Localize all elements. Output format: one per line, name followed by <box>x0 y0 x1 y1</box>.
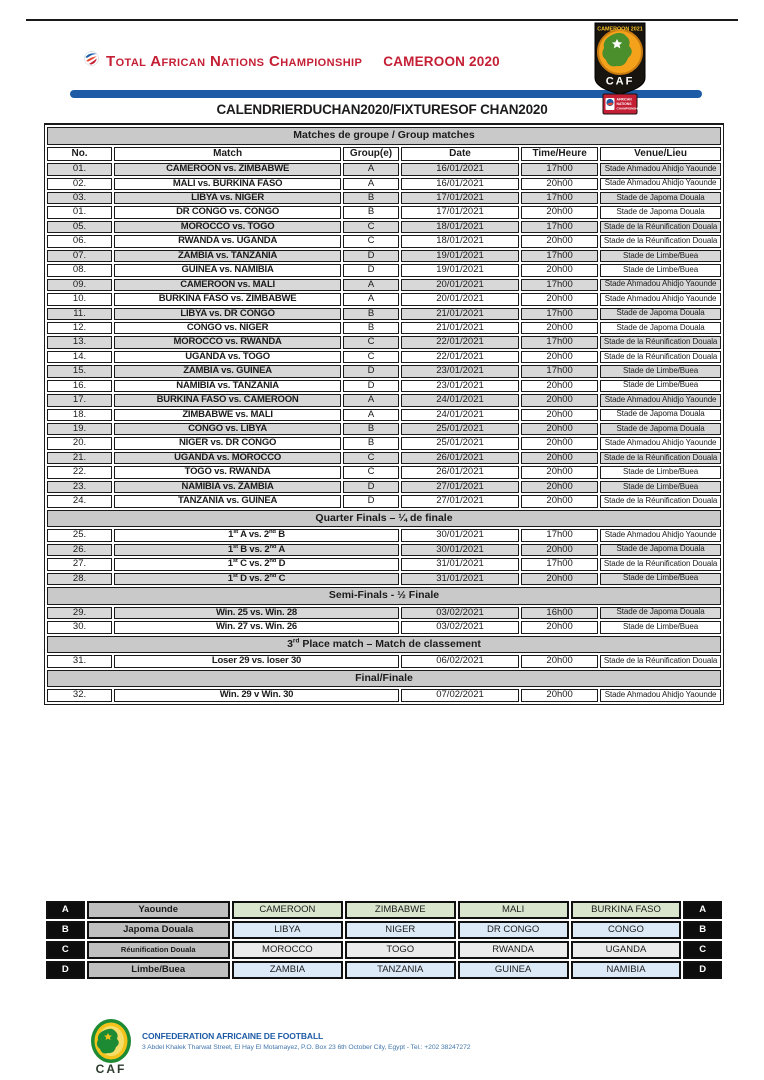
svg-text:CAF: CAF <box>605 75 635 88</box>
fixture-row <box>47 437 721 449</box>
fixture-date: 19/01/2021 <box>401 250 519 262</box>
fixture-date: 23/01/2021 <box>401 380 519 392</box>
fixture-group: B <box>343 437 399 449</box>
fixture-date: 30/01/2021 <box>401 529 519 541</box>
fixture-venue: Stade de la Réunification Douala <box>600 336 721 348</box>
fixture-group: C <box>343 235 399 247</box>
col-date: Date <box>401 147 519 162</box>
fixture-no: 31. <box>47 655 112 667</box>
group-row <box>46 921 722 939</box>
col-match: Match <box>114 147 341 162</box>
fixture-venue: Stade Ahmadou Ahidjo Yaounde <box>600 163 721 175</box>
fixture-group: B <box>343 206 399 218</box>
svg-text:NATIONS: NATIONS <box>616 102 632 106</box>
section-header-row <box>47 587 721 605</box>
fixture-time: 20h00 <box>521 322 598 334</box>
fixture-time: 16h00 <box>521 607 598 619</box>
fixture-no: 26. <box>47 544 112 556</box>
fixture-time: 17h00 <box>521 250 598 262</box>
fixture-group: D <box>343 495 399 507</box>
fixture-row <box>47 466 721 478</box>
fixture-no: 27. <box>47 558 112 570</box>
fixture-venue: Stade Ahmadou Ahidjo Yaounde <box>600 394 721 406</box>
svg-text:AFRICAN: AFRICAN <box>616 97 632 102</box>
fixture-match: UGANDA vs. MOROCCO <box>114 452 341 464</box>
section-header-label: 3rd Place match – Match de classement <box>47 636 721 654</box>
fixture-date: 22/01/2021 <box>401 351 519 363</box>
fixture-no: 05. <box>47 221 112 233</box>
fixture-date: 17/01/2021 <box>401 206 519 218</box>
fixture-time: 20h00 <box>521 621 598 633</box>
fixture-venue: Stade de Limbe/Buea <box>600 365 721 377</box>
fixture-no: 02. <box>47 178 112 190</box>
fixture-date: 07/02/2021 <box>401 689 519 701</box>
fixture-time: 17h00 <box>521 279 598 291</box>
fixture-match: ZAMBIA vs. GUINEA <box>114 365 341 377</box>
fixture-no: 11. <box>47 308 112 320</box>
fixture-time: 17h00 <box>521 308 598 320</box>
fixture-no: 15. <box>47 365 112 377</box>
section-header-label: Semi-Finals - ½ Finale <box>47 587 721 605</box>
fixture-venue: Stade Ahmadou Ahidjo Yaounde <box>600 279 721 291</box>
fixture-group: A <box>343 279 399 291</box>
fixture-time: 20h00 <box>521 293 598 305</box>
section-header-row <box>47 636 721 654</box>
fixture-row <box>47 178 721 190</box>
fixture-no: 08. <box>47 264 112 276</box>
group-team: BURKINA FASO <box>571 901 682 919</box>
fixture-time: 17h00 <box>521 163 598 175</box>
group-team: GUINEA <box>458 961 569 979</box>
fixture-no: 09. <box>47 279 112 291</box>
fixtures-table <box>44 123 724 705</box>
fixture-time: 20h00 <box>521 351 598 363</box>
edition-title: CAMEROON 2020 <box>383 53 500 69</box>
fixture-row <box>47 481 721 493</box>
fixture-match: TOGO vs. RWANDA <box>114 466 341 478</box>
fixture-time: 17h00 <box>521 221 598 233</box>
fixture-group: D <box>343 365 399 377</box>
groups-table-wrap <box>44 899 724 981</box>
fixture-group: B <box>343 423 399 435</box>
fixture-no: 01. <box>47 163 112 175</box>
fixture-match: MALI vs. BURKINA FASO <box>114 178 341 190</box>
fixture-group: C <box>343 452 399 464</box>
ordinal-suffix: st <box>232 572 238 579</box>
fixture-venue: Stade de Limbe/Buea <box>600 380 721 392</box>
fixture-match: MOROCCO vs. TOGO <box>114 221 341 233</box>
fixture-venue: Stade de Japoma Douala <box>600 192 721 204</box>
group-matches-header-row <box>47 127 721 145</box>
fixture-venue: Stade de Limbe/Buea <box>600 621 721 633</box>
fixture-venue: Stade de Japoma Douala <box>600 322 721 334</box>
group-letter: C <box>683 941 722 959</box>
fixture-group: B <box>343 192 399 204</box>
fixture-venue: Stade de Limbe/Buea <box>600 573 721 585</box>
ordinal-suffix: nd <box>269 558 277 564</box>
group-venue: Réunification Douala <box>87 941 230 959</box>
fixture-row <box>47 689 721 701</box>
fixture-row <box>47 235 721 247</box>
fixture-group: B <box>343 322 399 334</box>
fixture-no: 22. <box>47 466 112 478</box>
fixture-match: BURKINA FASO vs. CAMEROON <box>114 394 341 406</box>
fixture-time: 20h00 <box>521 466 598 478</box>
fixture-date: 25/01/2021 <box>401 437 519 449</box>
fixture-time: 20h00 <box>521 544 598 556</box>
fixture-date: 03/02/2021 <box>401 621 519 633</box>
fixture-venue: Stade de Limbe/Buea <box>600 264 721 276</box>
col-no: No. <box>47 147 112 162</box>
svg-text:CAMEROON 2021: CAMEROON 2021 <box>597 26 643 33</box>
fixture-no: 01. <box>47 206 112 218</box>
fixture-group: C <box>343 351 399 363</box>
fixture-date: 16/01/2021 <box>401 178 519 190</box>
fixture-venue: Stade de la Réunification Douala <box>600 558 721 570</box>
fixture-time: 17h00 <box>521 192 598 204</box>
fixture-group: A <box>343 163 399 175</box>
fixture-row <box>47 264 721 276</box>
group-team: MALI <box>458 901 569 919</box>
fixture-no: 17. <box>47 394 112 406</box>
fixture-row <box>47 409 721 421</box>
fixture-group: A <box>343 409 399 421</box>
fixture-date: 16/01/2021 <box>401 163 519 175</box>
fixture-row <box>47 308 721 320</box>
fixture-match: 1st D vs. 2nd C <box>114 573 399 585</box>
col-group: Group(e) <box>343 147 399 162</box>
group-venue: Yaounde <box>87 901 230 919</box>
fixture-time: 20h00 <box>521 481 598 493</box>
fixture-row <box>47 192 721 204</box>
fixture-row <box>47 206 721 218</box>
fixture-row <box>47 655 721 667</box>
fixture-group: D <box>343 380 399 392</box>
fixture-time: 20h00 <box>521 423 598 435</box>
fixture-match: Win. 29 v Win. 30 <box>114 689 399 701</box>
fixture-venue: Stade de Japoma Douala <box>600 206 721 218</box>
fixture-row <box>47 529 721 541</box>
group-letter: C <box>46 941 85 959</box>
fixture-no: 29. <box>47 607 112 619</box>
fixture-date: 18/01/2021 <box>401 221 519 233</box>
fixture-row <box>47 279 721 291</box>
fixture-venue: Stade de Limbe/Buea <box>600 466 721 478</box>
fixtures-table-wrap <box>44 123 724 705</box>
fixture-match: NIGER vs. DR CONGO <box>114 437 341 449</box>
fixture-row <box>47 423 721 435</box>
fixture-no: 25. <box>47 529 112 541</box>
fixture-date: 30/01/2021 <box>401 544 519 556</box>
fixture-time: 20h00 <box>521 235 598 247</box>
fixture-time: 17h00 <box>521 365 598 377</box>
fixture-no: 20. <box>47 437 112 449</box>
fixture-no: 30. <box>47 621 112 633</box>
fixture-no: 19. <box>47 423 112 435</box>
fixture-match: LIBYA vs. DR CONGO <box>114 308 341 320</box>
section-header-row <box>47 670 721 688</box>
group-letter: D <box>46 961 85 979</box>
fixture-match: UGANDA vs. TOGO <box>114 351 341 363</box>
fixture-date: 21/01/2021 <box>401 308 519 320</box>
fixture-no: 03. <box>47 192 112 204</box>
fixture-no: 14. <box>47 351 112 363</box>
fixture-match: ZIMBABWE vs. MALI <box>114 409 341 421</box>
fixture-no: 18. <box>47 409 112 421</box>
group-letter: B <box>46 921 85 939</box>
fixture-group: D <box>343 481 399 493</box>
fixture-venue: Stade de Limbe/Buea <box>600 481 721 493</box>
fixture-date: 27/01/2021 <box>401 481 519 493</box>
ordinal-suffix: st <box>233 543 238 550</box>
fixture-no: 13. <box>47 336 112 348</box>
fixture-venue: Stade de Japoma Douala <box>600 409 721 421</box>
group-letter: A <box>46 901 85 919</box>
group-venue: Japoma Douala <box>87 921 230 939</box>
ordinal-suffix: nd <box>268 529 276 536</box>
fixture-venue: Stade de Japoma Douala <box>600 544 721 556</box>
fixture-row <box>47 495 721 507</box>
fixture-time: 20h00 <box>521 655 598 667</box>
fixture-venue: Stade de Japoma Douala <box>600 607 721 619</box>
fixture-group: D <box>343 250 399 262</box>
fixture-row <box>47 558 721 570</box>
fixture-time: 20h00 <box>521 206 598 218</box>
sponsor-brand <box>84 51 500 71</box>
fixture-match: DR CONGO vs. CONGO <box>114 206 341 218</box>
footer-org-name: CONFEDERATION AFRICAINE DE FOOTBALL <box>142 1031 324 1041</box>
fixture-date: 22/01/2021 <box>401 336 519 348</box>
group-letter: A <box>683 901 722 919</box>
fixture-match: Win. 25 vs. Win. 28 <box>114 607 399 619</box>
fixture-group: C <box>343 466 399 478</box>
group-team: TOGO <box>345 941 456 959</box>
fixture-venue: Stade Ahmadou Ahidjo Yaounde <box>600 689 721 701</box>
ordinal-suffix: st <box>233 529 239 536</box>
fixture-date: 31/01/2021 <box>401 573 519 585</box>
fixture-match: NAMIBIA vs. ZAMBIA <box>114 481 341 493</box>
fixture-match: 1st C vs. 2nd D <box>114 558 399 570</box>
fixture-no: 06. <box>47 235 112 247</box>
fixture-time: 17h00 <box>521 336 598 348</box>
fixture-time: 20h00 <box>521 452 598 464</box>
fixture-date: 27/01/2021 <box>401 495 519 507</box>
fixture-no: 07. <box>47 250 112 262</box>
fixture-date: 06/02/2021 <box>401 655 519 667</box>
fixture-time: 17h00 <box>521 558 598 570</box>
fixture-venue: Stade de la Réunification Douala <box>600 655 721 667</box>
fixture-date: 26/01/2021 <box>401 452 519 464</box>
group-team: NIGER <box>345 921 456 939</box>
fixture-group: A <box>343 178 399 190</box>
fixture-date: 18/01/2021 <box>401 235 519 247</box>
col-venue: Venue/Lieu <box>600 147 721 162</box>
group-team: UGANDA <box>571 941 682 959</box>
fixture-time: 17h00 <box>521 529 598 541</box>
fixture-row <box>47 452 721 464</box>
fixture-row <box>47 394 721 406</box>
fixture-time: 20h00 <box>521 409 598 421</box>
fixture-row <box>47 544 721 556</box>
fixture-venue: Stade Ahmadou Ahidjo Yaounde <box>600 437 721 449</box>
fixture-date: 17/01/2021 <box>401 192 519 204</box>
fixture-match: GUINEA vs. NAMIBIA <box>114 264 341 276</box>
fixture-time: 20h00 <box>521 394 598 406</box>
fixture-match: ZAMBIA vs. TANZANIA <box>114 250 341 262</box>
group-team: CONGO <box>571 921 682 939</box>
fixture-group: B <box>343 308 399 320</box>
fixture-date: 23/01/2021 <box>401 365 519 377</box>
section-header-label: Quarter Finals – ¼ de finale <box>47 510 721 528</box>
fixture-row <box>47 250 721 262</box>
fixture-row <box>47 293 721 305</box>
fixture-no: 12. <box>47 322 112 334</box>
group-team: DR CONGO <box>458 921 569 939</box>
footer-address: 3 Abdel Khalek Tharwat Street, El Hay El Motamayez, P.O. Box 23 6th October City, Egypt - Tel.: +202 38247272 <box>142 1044 471 1051</box>
fixture-match: 1st A vs. 2nd B <box>114 529 399 541</box>
group-team: NAMIBIA <box>571 961 682 979</box>
fixture-date: 20/01/2021 <box>401 279 519 291</box>
fixture-row <box>47 336 721 348</box>
fixture-time: 20h00 <box>521 264 598 276</box>
group-team: LIBYA <box>232 921 343 939</box>
groups-body <box>46 901 722 979</box>
fixture-match: NAMIBIA vs. TANZANIA <box>114 380 341 392</box>
fixture-match: Loser 29 vs. loser 30 <box>114 655 399 667</box>
total-globe-icon <box>84 51 99 71</box>
fixture-group: A <box>343 394 399 406</box>
fixture-match: 1st B vs. 2nd A <box>114 544 399 556</box>
fixture-date: 26/01/2021 <box>401 466 519 478</box>
group-team: ZAMBIA <box>232 961 343 979</box>
page-title: CALENDRIERDUCHAN2020/FIXTURESOF CHAN2020 <box>216 102 548 117</box>
col-time: Time/Heure <box>521 147 598 162</box>
fixture-venue: Stade de Japoma Douala <box>600 423 721 435</box>
fixture-venue: Stade Ahmadou Ahidjo Yaounde <box>600 178 721 190</box>
fixture-match: CAMEROON vs. ZIMBABWE <box>114 163 341 175</box>
fixture-group: A <box>343 293 399 305</box>
fixture-match: CAMEROON vs. MALI <box>114 279 341 291</box>
fixture-row <box>47 221 721 233</box>
fixture-date: 31/01/2021 <box>401 558 519 570</box>
fixture-row <box>47 365 721 377</box>
fixture-venue: Stade de la Réunification Douala <box>600 452 721 464</box>
fixture-time: 20h00 <box>521 437 598 449</box>
fixture-no: 10. <box>47 293 112 305</box>
fixture-no: 32. <box>47 689 112 701</box>
fixture-date: 24/01/2021 <box>401 394 519 406</box>
fixture-date: 21/01/2021 <box>401 322 519 334</box>
group-letter: B <box>683 921 722 939</box>
fixture-match: RWANDA vs. UGANDA <box>114 235 341 247</box>
fixture-no: 21. <box>47 452 112 464</box>
group-team: CAMEROON <box>232 901 343 919</box>
svg-text:CHAMPIONSHIP: CHAMPIONSHIP <box>616 106 641 111</box>
group-row <box>46 961 722 979</box>
fixture-time: 20h00 <box>521 178 598 190</box>
fixture-match: TANZANIA vs. GUINEA <box>114 495 341 507</box>
fixture-time: 20h00 <box>521 495 598 507</box>
fixture-group: D <box>343 264 399 276</box>
fixture-row <box>47 322 721 334</box>
fixture-row <box>47 351 721 363</box>
group-row <box>46 941 722 959</box>
column-header-row <box>47 147 721 162</box>
fixture-row <box>47 380 721 392</box>
fixture-no: 16. <box>47 380 112 392</box>
fixture-venue: Stade Ahmadou Ahidjo Yaounde <box>600 293 721 305</box>
group-team: MOROCCO <box>232 941 343 959</box>
group-letter: D <box>683 961 722 979</box>
fixture-venue: Stade de la Réunification Douala <box>600 495 721 507</box>
caf-footer-logo <box>86 1018 136 1080</box>
fixture-no: 24. <box>47 495 112 507</box>
fixture-no: 23. <box>47 481 112 493</box>
group-team: RWANDA <box>458 941 569 959</box>
fixture-venue: Stade de la Réunification Douala <box>600 221 721 233</box>
group-venue: Limbe/Buea <box>87 961 230 979</box>
fixture-group: C <box>343 221 399 233</box>
fixture-match: LIBYA vs. NIGER <box>114 192 341 204</box>
page-top-rule <box>26 19 738 21</box>
fixture-row <box>47 163 721 175</box>
fixture-venue: Stade Ahmadou Ahidjo Yaounde <box>600 529 721 541</box>
fixture-match: CONGO vs. LIBYA <box>114 423 341 435</box>
fixture-group: C <box>343 336 399 348</box>
fixture-time: 20h00 <box>521 380 598 392</box>
fixture-time: 20h00 <box>521 573 598 585</box>
fixture-date: 19/01/2021 <box>401 264 519 276</box>
fixture-match: CONGO vs. NIGER <box>114 322 341 334</box>
fixture-match: BURKINA FASO vs. ZIMBABWE <box>114 293 341 305</box>
fixture-match: Win. 27 vs. Win. 26 <box>114 621 399 633</box>
section-header-row <box>47 510 721 528</box>
chan-tournament-logo <box>590 22 650 121</box>
fixture-venue: Stade de Limbe/Buea <box>600 250 721 262</box>
section-header-label: Final/Finale <box>47 670 721 688</box>
group-team: TANZANIA <box>345 961 456 979</box>
fixture-date: 24/01/2021 <box>401 409 519 421</box>
fixture-date: 25/01/2021 <box>401 423 519 435</box>
sponsor-title: Total African Nations Championship <box>106 52 363 70</box>
fixture-date: 20/01/2021 <box>401 293 519 305</box>
fixture-row <box>47 607 721 619</box>
caf-footer-wordmark: CAF <box>95 1062 127 1076</box>
footer-text-block <box>142 1031 470 1051</box>
group-row <box>46 901 722 919</box>
fixture-time: 20h00 <box>521 689 598 701</box>
group-matches-header: Matches de groupe / Group matches <box>47 127 721 145</box>
ordinal-suffix: st <box>232 558 238 564</box>
fixture-row <box>47 621 721 633</box>
fixture-venue: Stade de la Réunification Douala <box>600 351 721 363</box>
fixture-match: MOROCCO vs. RWANDA <box>114 336 341 348</box>
ordinal-suffix: rd <box>292 637 300 645</box>
fixture-venue: Stade de la Réunification Douala <box>600 235 721 247</box>
fixture-date: 03/02/2021 <box>401 607 519 619</box>
ordinal-suffix: nd <box>269 572 277 579</box>
fixture-venue: Stade de Japoma Douala <box>600 308 721 320</box>
ordinal-suffix: nd <box>269 543 277 550</box>
fixture-row <box>47 573 721 585</box>
groups-table <box>44 899 724 981</box>
group-team: ZIMBABWE <box>345 901 456 919</box>
fixtures-body <box>47 163 721 702</box>
fixture-no: 28. <box>47 573 112 585</box>
